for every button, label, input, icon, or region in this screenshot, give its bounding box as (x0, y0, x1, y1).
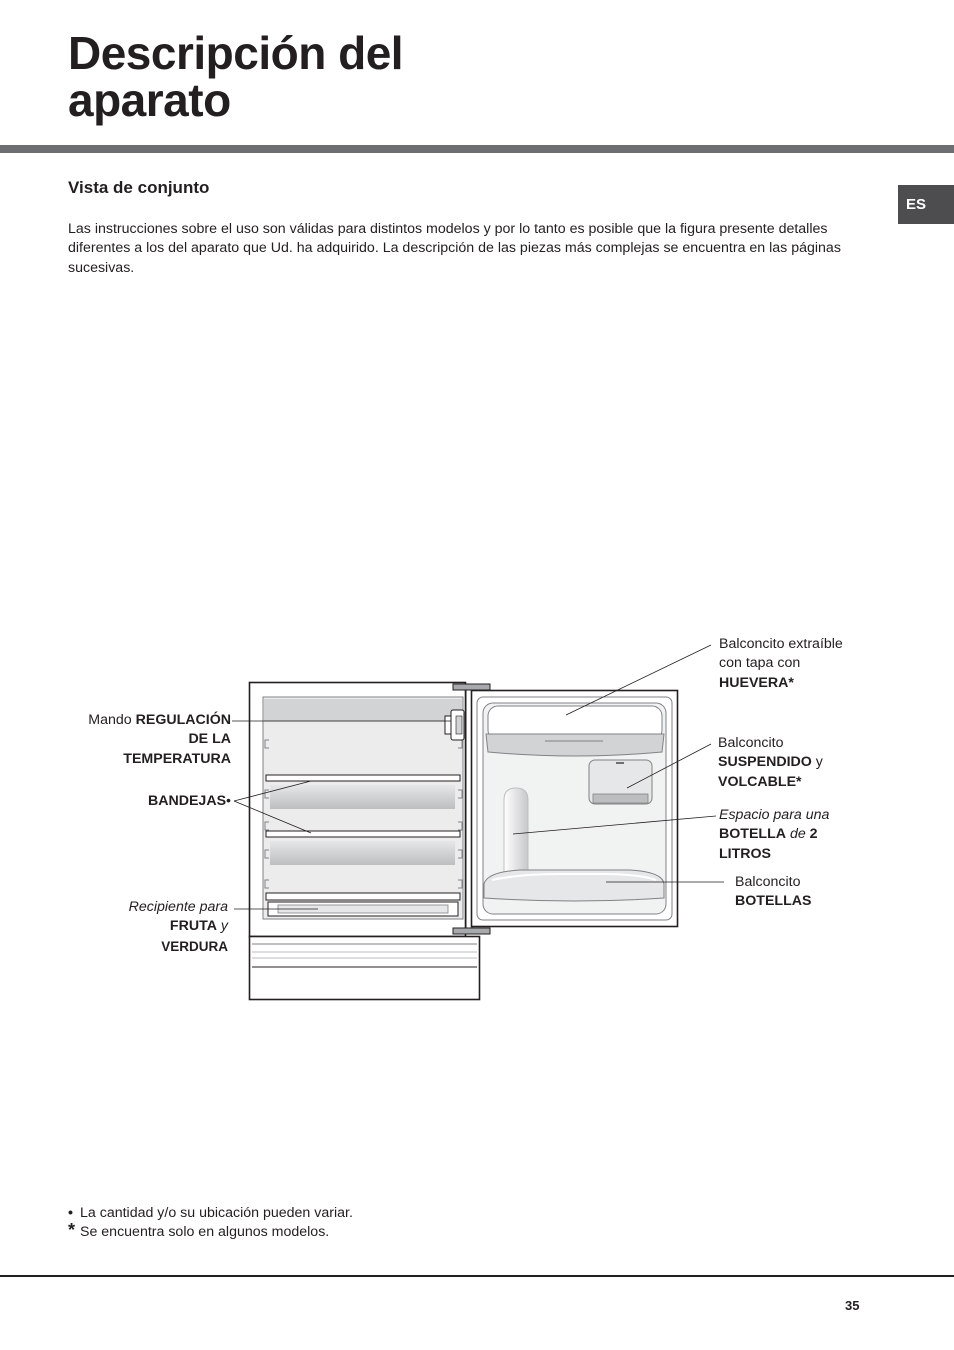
label-suspendido-y: y (811, 754, 823, 771)
fridge-cabinet (250, 683, 480, 1000)
label-botellas-line2: BOTELLAS (735, 893, 812, 910)
egg-balcony (486, 706, 664, 756)
label-botellas-line1: Balconcito (735, 874, 801, 890)
label-bandejas-text: BANDEJAS (147, 793, 227, 809)
label-extraible-mark: * (788, 674, 794, 691)
label-bottle-space (719, 806, 879, 864)
page-title-line1: Descripción del (68, 27, 404, 79)
section-title: Vista de conjunto (68, 178, 210, 197)
label-recipiente-y: y (216, 918, 228, 935)
label-extraible-line1: Balconcito extraíble (719, 636, 843, 652)
label-suspended-balcony (718, 734, 878, 792)
footnotes (68, 1204, 353, 1243)
label-temperature-control (60, 711, 231, 769)
label-shelves (100, 792, 231, 811)
label-mando-line2: DE LA (188, 731, 231, 748)
label-recipiente-verdura: VERDURA (161, 938, 228, 954)
shelf-lower (266, 831, 460, 865)
label-extraible-line2: con tapa con (719, 655, 801, 672)
page-title-line2: aparato (68, 74, 231, 126)
suspended-balcony (589, 760, 652, 804)
label-suspendido-bold: SUSPENDIDO (718, 754, 812, 771)
label-bottle-balcony (735, 873, 875, 912)
label-recipiente-line1: Recipiente para (128, 899, 228, 915)
footnote-dot-text: La cantidad y/o su ubicación pueden variar. (80, 1205, 353, 1221)
label-volcable-mark: * (796, 773, 802, 790)
label-egg-balcony (719, 635, 899, 693)
label-mando-prefix: Mando (88, 712, 136, 728)
label-bandejas-mark: • (226, 793, 231, 809)
label-mando-line3: TEMPERATURA (123, 750, 231, 767)
intro-paragraph: Las instrucciones sobre el uso son válidas para distintos modelos y por lo tanto es posible que la figura presente detalles diferentes a los del aparato que Ud. ha adquirido. La descripción de las piezas más complejas se encuentra en las páginas sucesivas. (68, 221, 841, 276)
label-espacio-dos: 2 (809, 826, 818, 843)
footnote-star-text: Se encuentra solo en algunos modelos. (80, 1224, 330, 1241)
label-crisper (60, 898, 228, 957)
label-extraible-line3: HUEVERA (719, 674, 789, 691)
label-volcable: VOLCABLE (718, 773, 797, 790)
label-recipiente-fruta: FRUTA (169, 918, 217, 935)
footnote-variable (68, 1204, 353, 1223)
footnote-dot-mark: • (68, 1205, 73, 1221)
language-tab: ES (898, 185, 954, 224)
label-espacio-de: de (786, 826, 810, 843)
hinge-bottom (453, 928, 490, 934)
shelf-upper (266, 775, 460, 809)
label-mando-line1: REGULACIÓN (135, 712, 231, 728)
label-espacio-line1: Espacio para una (719, 807, 830, 823)
fridge-door (472, 691, 678, 927)
footer-divider (0, 1275, 954, 1277)
label-espacio-litros: LITROS (719, 845, 772, 862)
bottle-balcony (484, 870, 664, 901)
footnote-some-models (68, 1220, 353, 1242)
hinge-top (453, 684, 490, 690)
footnote-star-mark: * (68, 1220, 76, 1241)
page-number: 35 (845, 1298, 860, 1313)
label-espacio-botella: BOTELLA (719, 826, 786, 843)
label-suspendido-line1: Balconcito (718, 735, 784, 751)
